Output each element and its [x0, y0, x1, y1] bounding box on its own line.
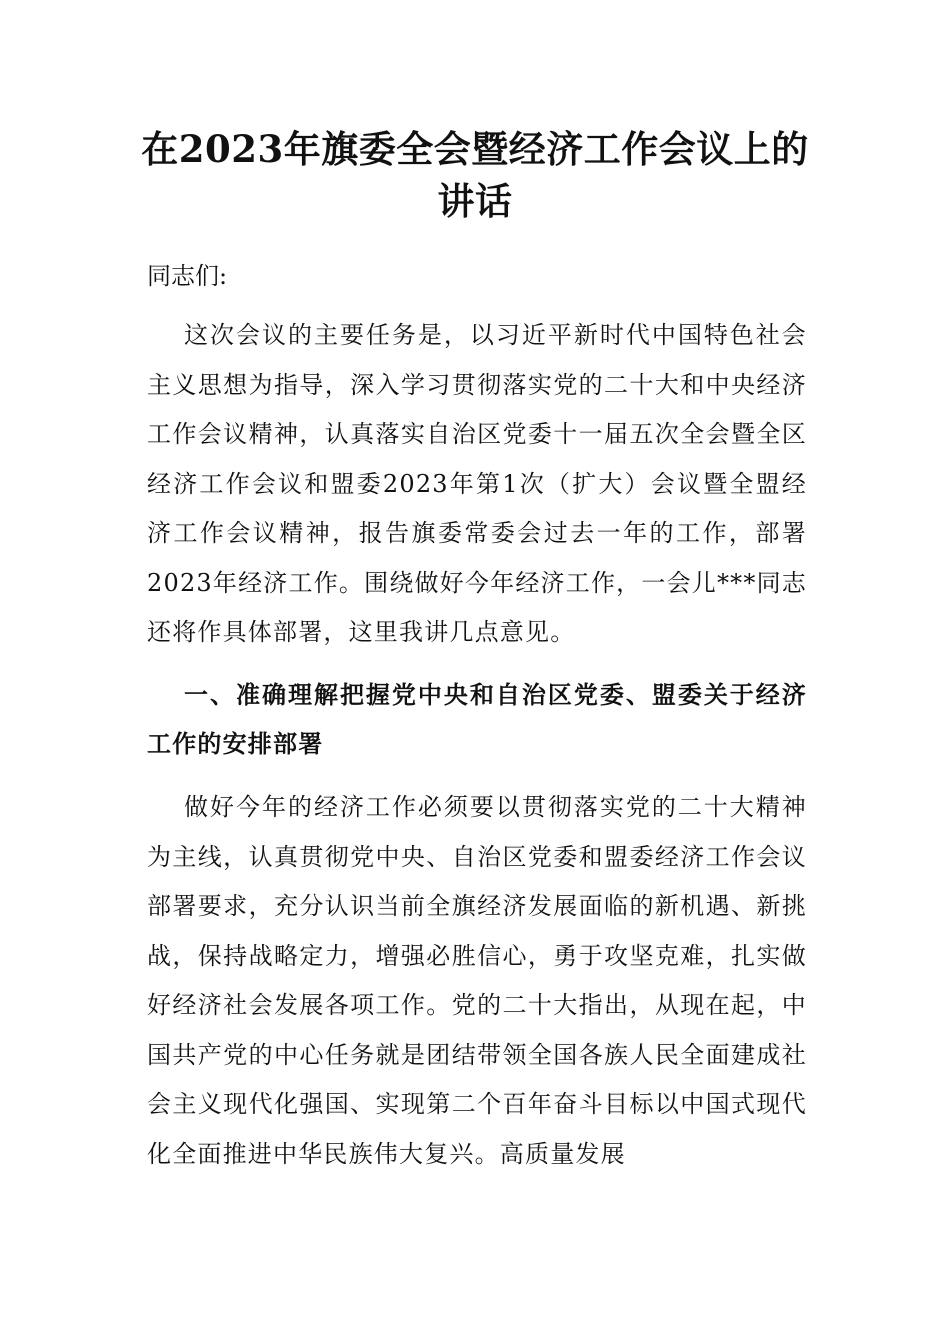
document-title: 在2023年旗委全会暨经济工作会议上的讲话 — [141, 127, 809, 223]
intro-paragraph: 这次会议的主要任务是，以习近平新时代中国特色社会主义思想为指导，深入学习贯彻落实党的二十大和中央经济工作会议精神，认真落实自治区党委十一届五次全会暨全区经济工作会议和盟委2023年第1次（扩大）会议暨全盟经济工作会议精神，报告旗委常委会过去一年的工作，部署2023年经济工作。围绕做好今年经济工作，一会儿***同志还将作具体部署，这里我讲几点意见。 — [147, 321, 807, 646]
section-1-paragraph: 做好今年的经济工作必须要以贯彻落实党的二十大精神为主线，认真贯彻党中央、自治区党委和盟委经济工作会议部署要求，充分认识当前全旗经济发展面临的新机遇、新挑战，保持战略定力，增强必胜信心，勇于攻坚克难，扎实做好经济社会发展各项工作。党的二十大指出，从现在起，中国共产党的中心任务就是团结带领全国各族人民全面建成社会主义现代化强国、实现第二个百年奋斗目标以中国式现代化全面推进中华民族伟大复兴。高质量发展 — [147, 793, 807, 1168]
section-1-heading: 一、准确理解把握党中央和自治区党委、盟委关于经济工作的安排部署 — [147, 681, 807, 758]
salutation: 同志们: — [147, 262, 228, 290]
